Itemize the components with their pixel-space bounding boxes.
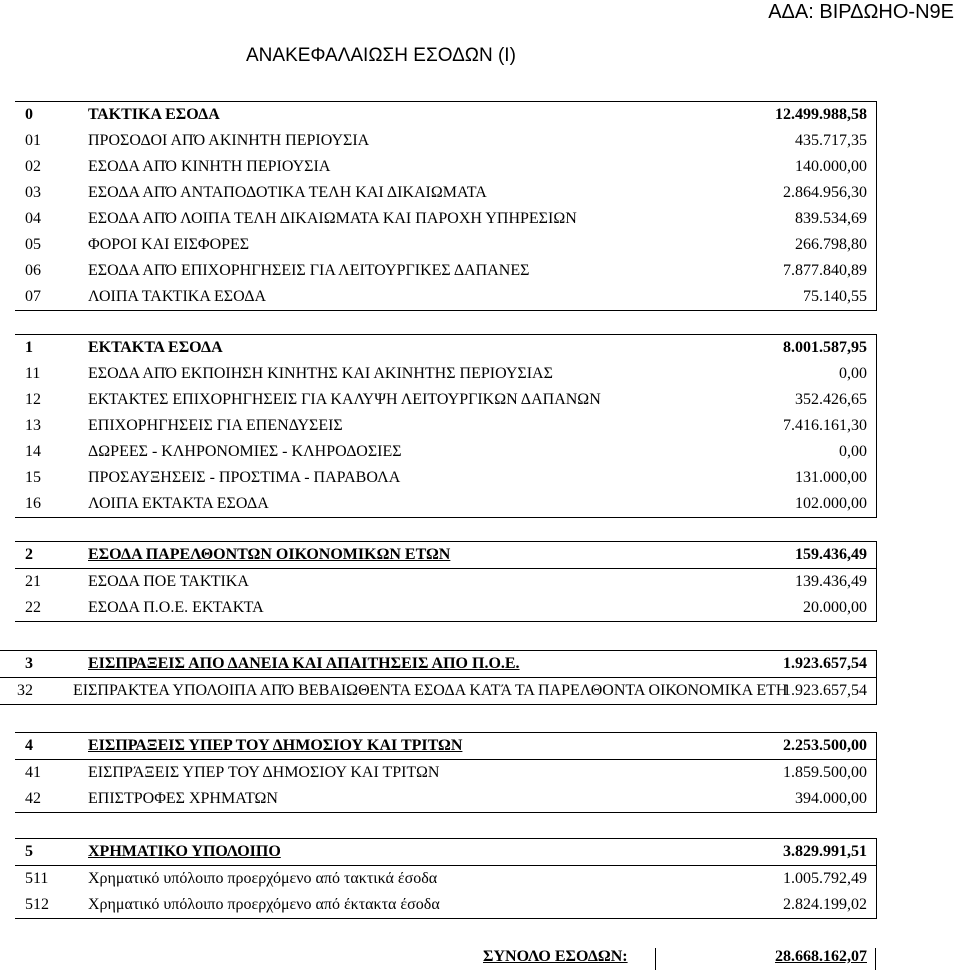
row-label: ΕΣΟΔΑ ΑΠΌ ΕΠΙΧΟΡΗΓΗΣΕΙΣ ΓΙΑ ΛΕΙΤΟΥΡΓΙΚΕΣ ΔΑΠΑΝΕΣ (88, 262, 530, 279)
row-label: ΛΟΙΠΑ ΤΑΚΤΙΚΑ ΕΣΟΔΑ (88, 288, 267, 305)
table-row (15, 206, 876, 232)
group-code: 1 (25, 339, 33, 356)
table-row (15, 413, 876, 439)
row-amount: 139.436,49 (795, 573, 867, 590)
group-header-row (15, 542, 876, 568)
group-amount: 8.001.587,95 (783, 339, 867, 356)
table-row (15, 865, 876, 892)
group-header-row (15, 102, 876, 128)
table-row (15, 491, 876, 517)
row-code: 04 (25, 210, 41, 227)
group-code: 2 (25, 546, 33, 563)
table-row (15, 759, 876, 786)
row-amount: 435.717,35 (795, 132, 867, 149)
group-block (15, 541, 877, 622)
group-code: 5 (25, 843, 33, 860)
group-label: ΕΚΤΑΚΤΑ ΕΣΟΔΑ (88, 339, 223, 356)
row-label: ΦΟΡΟΙ ΚΑΙ ΕΙΣΦΟΡΕΣ (88, 236, 250, 253)
grand-total (483, 944, 876, 970)
group-block (15, 838, 877, 919)
row-code: 06 (25, 262, 41, 279)
table-row (15, 284, 876, 310)
group-code: 3 (25, 655, 33, 672)
total-divider (655, 948, 656, 970)
table-row (15, 439, 876, 465)
group-label: ΕΣΟΔΑ ΠΑΡΕΛΘΟΝΤΩΝ ΟΙΚΟΝΟΜΙΚΩΝ ΕΤΩΝ (88, 546, 451, 563)
row-amount: 1.859.500,00 (783, 764, 867, 781)
row-amount: 0,00 (839, 365, 867, 382)
row-code: 07 (25, 288, 41, 305)
group-amount: 2.253.500,00 (783, 737, 867, 754)
row-amount: 102.000,00 (795, 495, 867, 512)
row-amount: 75.140,55 (803, 288, 867, 305)
total-border (875, 948, 876, 970)
row-label: Χρηματικό υπόλοιπο προερχόμενο από τακτικά έσοδα (88, 870, 438, 887)
group-header-row (15, 651, 876, 677)
row-label: ΠΡΟΣΟΔΟΙ ΑΠΌ ΑΚΙΝΗΤΗ ΠΕΡΙΟΥΣΙΑ (88, 132, 370, 149)
row-code: 21 (25, 573, 41, 590)
table-row (15, 568, 876, 595)
row-label: ΕΚΤΑΚΤΕΣ ΕΠΙΧΟΡΗΓΗΣΕΙΣ ΓΙΑ ΚΑΛΥΨΗ ΛΕΙΤΟΥΡΓΙΚΩΝ ΔΑΠΑΝΩΝ (88, 391, 601, 408)
row-amount: 1.005.792,49 (783, 870, 867, 887)
group-block (15, 334, 877, 518)
row-amount: 140.000,00 (795, 158, 867, 175)
row-label: ΕΣΟΔΑ Π.Ο.Ε. ΕΚΤΑΚΤΑ (88, 599, 264, 616)
row-code: 16 (25, 495, 41, 512)
group-label: ΧΡΗΜΑΤΙΚΟ ΥΠΟΛΟΙΠΟ (88, 843, 281, 860)
row-label: ΕΣΟΔΑ ΑΠΌ ΑΝΤΑΠΟΔΟΤΙΚΑ ΤΕΛΗ ΚΑΙ ΔΙΚΑΙΩΜΑΤΑ (88, 184, 487, 201)
group-amount: 3.829.991,51 (783, 843, 867, 860)
row-code: 14 (25, 443, 41, 460)
row-amount: 7.416.161,30 (783, 417, 867, 434)
row-label: Χρηματικό υπόλοιπο προερχόμενο από έκτακτα έσοδα (88, 896, 440, 913)
row-code: 41 (25, 764, 41, 781)
row-label: ΕΙΣΠΡΑΚΤΕΑ ΥΠΟΛΟΙΠΑ ΑΠΌ ΒΕΒΑΙΩΘΕΝΤΑ ΕΣΟΔΑ ΚΑΤΆ ΤΑ ΠΑΡΕΛΘΟΝΤΑ ΟΙΚΟΝΟΜΙΚΑ ΕΤΗ (73, 682, 788, 699)
row-amount: 266.798,80 (795, 236, 867, 253)
row-code: 05 (25, 236, 41, 253)
group-label: ΤΑΚΤΙΚΑ ΕΣΟΔΑ (88, 106, 220, 123)
row-label: ΠΡΟΣΑΥΞΗΣΕΙΣ - ΠΡΟΣΤΙΜΑ - ΠΑΡΑΒΟΛΑ (88, 469, 401, 486)
row-code: 13 (25, 417, 41, 434)
table-row (15, 232, 876, 258)
row-code: 42 (25, 790, 41, 807)
group-amount: 12.499.988,58 (775, 106, 867, 123)
row-label: ΕΣΟΔΑ ΠΟΕ ΤΑΚΤΙΚΑ (88, 573, 249, 590)
row-code: 32 (17, 682, 33, 699)
group-amount: 159.436,49 (795, 546, 867, 563)
row-amount: 2.824.199,02 (783, 896, 867, 913)
group-block (0, 650, 877, 705)
row-amount: 7.877.840,89 (783, 262, 867, 279)
group-block (15, 101, 877, 311)
group-label: ΕΙΣΠΡΑΞΕΙΣ ΑΠΟ ΔΑΝΕΙΑ ΚΑΙ ΑΠΑΙΤΗΣΕΙΣ ΑΠΟ Π.Ο.Ε. (88, 655, 520, 672)
group-header-row (15, 839, 876, 865)
row-label: ΕΣΟΔΑ ΑΠΌ ΕΚΠΟΙΗΣΗ ΚΙΝΗΤΗΣ ΚΑΙ ΑΚΙΝΗΤΗΣ ΠΕΡΙΟΥΣΙΑΣ (88, 365, 553, 382)
row-label: ΕΠΙΧΟΡΗΓΗΣΕΙΣ ΓΙΑ ΕΠΕΝΔΥΣΕΙΣ (88, 417, 343, 434)
group-header-row (15, 733, 876, 759)
row-code: 15 (25, 469, 41, 486)
table-row (15, 595, 876, 621)
row-amount: 1.923.657,54 (783, 682, 867, 699)
row-code: 22 (25, 599, 41, 616)
table-row (15, 387, 876, 413)
page-title: ΑΝΑΚΕΦΑΛΑΙΩΣΗ ΕΣΟΔΩΝ (Ι) (246, 45, 516, 66)
table-row (0, 677, 876, 704)
table-row (15, 128, 876, 154)
total-label: ΣΥΝΟΛΟ ΕΣΟΔΩΝ: (483, 948, 628, 965)
row-amount: 394.000,00 (795, 790, 867, 807)
table-row (15, 465, 876, 491)
row-label: ΔΩΡΕΕΣ - ΚΛΗΡΟΝΟΜΙΕΣ - ΚΛΗΡΟΔΟΣΙΕΣ (88, 443, 402, 460)
table-row (15, 258, 876, 284)
table-row (15, 180, 876, 206)
group-amount: 1.923.657,54 (783, 655, 867, 672)
row-label: ΕΠΙΣΤΡΟΦΕΣ ΧΡΗΜΑΤΩΝ (88, 790, 278, 807)
row-code: 01 (25, 132, 41, 149)
group-label: ΕΙΣΠΡΑΞΕΙΣ ΥΠΕΡ ΤΟΥ ΔΗΜΟΣΙΟΥ ΚΑΙ ΤΡΙΤΩΝ (88, 737, 463, 754)
group-header-row (15, 335, 876, 361)
table-row (15, 154, 876, 180)
group-block (15, 732, 877, 813)
row-label: ΕΣΟΔΑ ΑΠΌ ΚΙΝΗΤΗ ΠΕΡΙΟΥΣΙΑ (88, 158, 331, 175)
row-amount: 0,00 (839, 443, 867, 460)
table-row (15, 786, 876, 812)
total-amount: 28.668.162,07 (775, 948, 867, 965)
row-code: 11 (25, 365, 41, 382)
group-code: 0 (25, 106, 33, 123)
row-label: ΕΣΟΔΑ ΑΠΌ ΛΟΙΠΑ ΤΕΛΗ ΔΙΚΑΙΩΜΑΤΑ ΚΑΙ ΠΑΡΟΧΗ ΥΠΗΡΕΣΙΩΝ (88, 210, 577, 227)
ada-code: ΑΔΑ: ΒΙΡΔΩΗΟ-Ν9Ε (768, 1, 954, 23)
row-amount: 352.426,65 (795, 391, 867, 408)
row-amount: 20.000,00 (803, 599, 867, 616)
row-label: ΕΙΣΠΡΆΞΕΙΣ ΥΠΕΡ ΤΟΥ ΔΗΜΟΣΙΟΥ ΚΑΙ ΤΡΙΤΩΝ (88, 764, 440, 781)
table-row (15, 892, 876, 918)
row-code: 511 (25, 870, 49, 887)
row-label: ΛΟΙΠΑ ΕΚΤΑΚΤΑ ΕΣΟΔΑ (88, 495, 269, 512)
table-row (15, 361, 876, 387)
group-code: 4 (25, 737, 33, 754)
row-code: 12 (25, 391, 41, 408)
row-amount: 131.000,00 (795, 469, 867, 486)
row-code: 03 (25, 184, 41, 201)
row-amount: 2.864.956,30 (783, 184, 867, 201)
row-amount: 839.534,69 (795, 210, 867, 227)
row-code: 02 (25, 158, 41, 175)
row-code: 512 (25, 896, 49, 913)
